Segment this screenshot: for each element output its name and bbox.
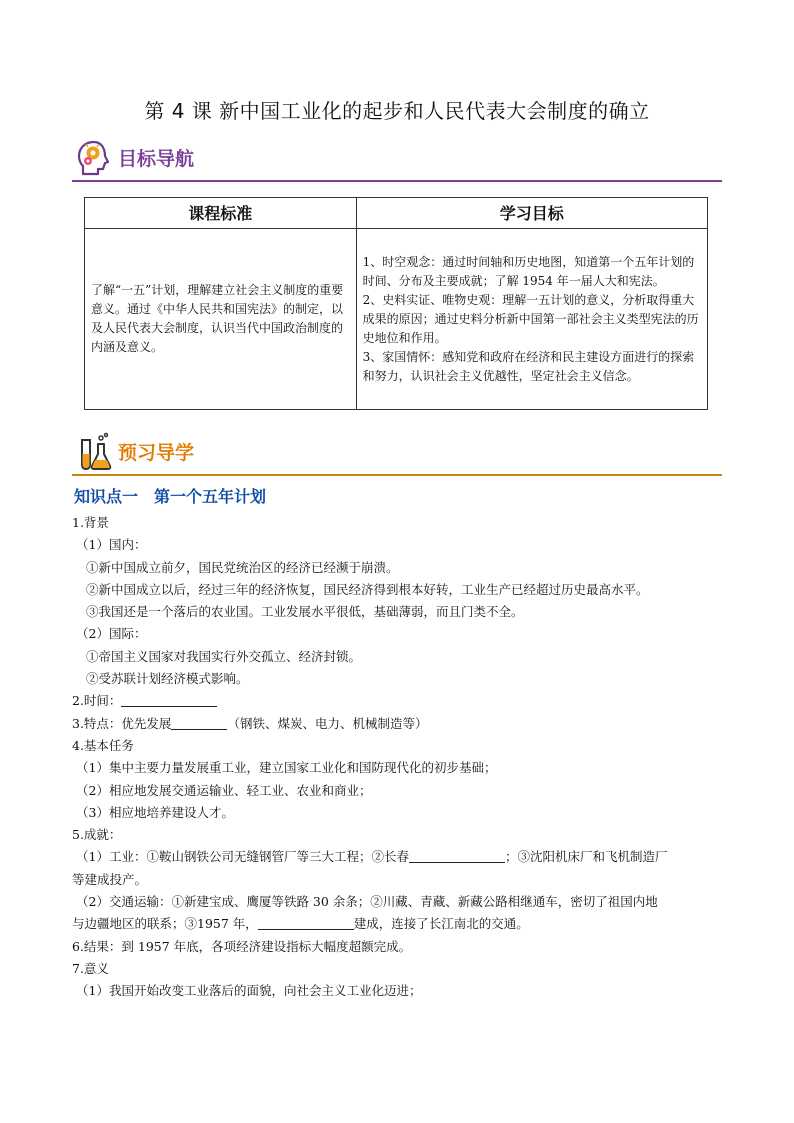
curriculum-standard-cell: 了解“一五”计划，理解建立社会主义制度的重要意义。通过《中华人民共和国宪法》的制定，以及人民代表大会制度，认识当代中国政治制度的内涵及意义。	[85, 229, 357, 410]
header-curriculum-standard: 课程标准	[85, 198, 357, 229]
list-item: 等建成投产。	[72, 871, 148, 887]
head-gears-icon	[74, 138, 114, 178]
knowledge-point-number: 知识点一	[74, 487, 139, 506]
list-item: （3）相应地培养建设人才。	[76, 804, 234, 820]
list-item: ②新中国成立以后，经过三年的经济恢复，国民经济得到根本好转，工业生产已经超过历史最高水平。	[86, 581, 649, 597]
goal-navigation-rule	[72, 180, 722, 182]
goal-navigation-label: 目标导航	[118, 148, 195, 170]
list-item: ②受苏联计划经济模式影响。	[86, 671, 249, 687]
fill-in-blank-time[interactable]	[121, 692, 217, 707]
fill-in-blank-bridge[interactable]	[258, 915, 354, 930]
feature-examples: （钢铁、煤炭、电力、机械制造等）	[227, 715, 428, 731]
achievement-transport-text: 与边疆地区的联系；③1957 年，	[72, 916, 258, 932]
knowledge-point-heading: 第一个五年计划	[154, 487, 267, 506]
fill-in-blank-priority[interactable]	[171, 715, 227, 730]
objective-item: 2、史料实证、唯物史观：理解一五计划的意义，分析取得重大成果的原因；通过史料分析新中国第一部社会主义类型宪法的历史地位和作用。	[362, 292, 699, 345]
preview-guide-label: 预习导学	[118, 442, 195, 464]
section-heading: 1.背景	[72, 515, 109, 530]
time-line	[72, 690, 732, 712]
goals-table-header-row	[85, 198, 708, 229]
time-label: 2.时间：	[72, 693, 122, 709]
list-item: （1）集中主要力量发展重工业，建立国家工业化和国防现代化的初步基础；	[76, 760, 497, 776]
feature-label: 3.特点：优先发展	[72, 715, 172, 731]
subsection-heading: （1）国内：	[76, 537, 147, 553]
achievement-industry-text: （1）工业：①鞍山钢铁公司无缝钢管厂等三大工程；②长春	[76, 849, 409, 865]
list-item: （2）交通运输：①新建宝成、鹰厦等铁路 30 余条；②川藏、青藏、新藏公路相继通车，密切了祖国内地	[76, 894, 658, 910]
achievement-transport-text-cont: 建成，连接了长江南北的交通。	[353, 916, 529, 932]
feature-line	[72, 713, 732, 735]
goal-navigation-banner	[72, 136, 722, 182]
section-heading: 5.成就：	[72, 827, 122, 843]
goals-table-row	[85, 229, 708, 410]
section-heading: 4.基本任务	[72, 737, 134, 753]
result-line: 6.结果：到 1957 年底，各项经济建设指标大幅度超额完成。	[72, 938, 412, 954]
list-item: （2）相应地发展交通运输业、轻工业、农业和商业；	[76, 782, 372, 798]
subsection-heading: （2）国际：	[76, 626, 147, 642]
fill-in-blank-changchun[interactable]	[409, 848, 505, 863]
preview-guide-banner	[72, 430, 722, 476]
knowledge-point-title	[74, 484, 266, 507]
objective-item: 1、时空观念：通过时间轴和历史地图，知道第一个五年计划的时间、分布及主要成就；了解 1954 年一届人大和宪法。	[362, 254, 695, 288]
learning-objectives-cell	[356, 229, 707, 410]
achievement-industry-line	[72, 846, 732, 868]
achievement-transport-line	[72, 913, 732, 935]
objective-item: 3、家国情怀：感知党和政府在经济和民主建设方面进行的探索和努力，认识社会主义优越性，坚定社会主义信念。	[362, 349, 695, 383]
list-item: ③我国还是一个落后的农业国。工业发展水平很低，基础薄弱，而且门类不全。	[86, 604, 524, 620]
knowledge-content	[72, 512, 732, 1003]
lab-flask-icon	[74, 432, 114, 472]
list-item: ①帝国主义国家对我国实行外交孤立、经济封锁。	[86, 648, 362, 664]
list-item: （1）我国开始改变工业落后的面貌，向社会主义工业化迈进；	[76, 983, 422, 999]
header-learning-objectives: 学习目标	[356, 198, 707, 229]
preview-guide-rule	[72, 474, 722, 476]
section-heading: 7.意义	[72, 960, 109, 976]
achievement-industry-text-cont: ；③沈阳机床厂和飞机制造厂	[504, 849, 668, 865]
lesson-title: 第 4 课 新中国工业化的起步和人民代表大会制度的确立	[144, 99, 650, 123]
list-item: ①新中国成立前夕，国民党统治区的经济已经濒于崩溃。	[86, 559, 399, 575]
goals-table	[84, 197, 708, 410]
